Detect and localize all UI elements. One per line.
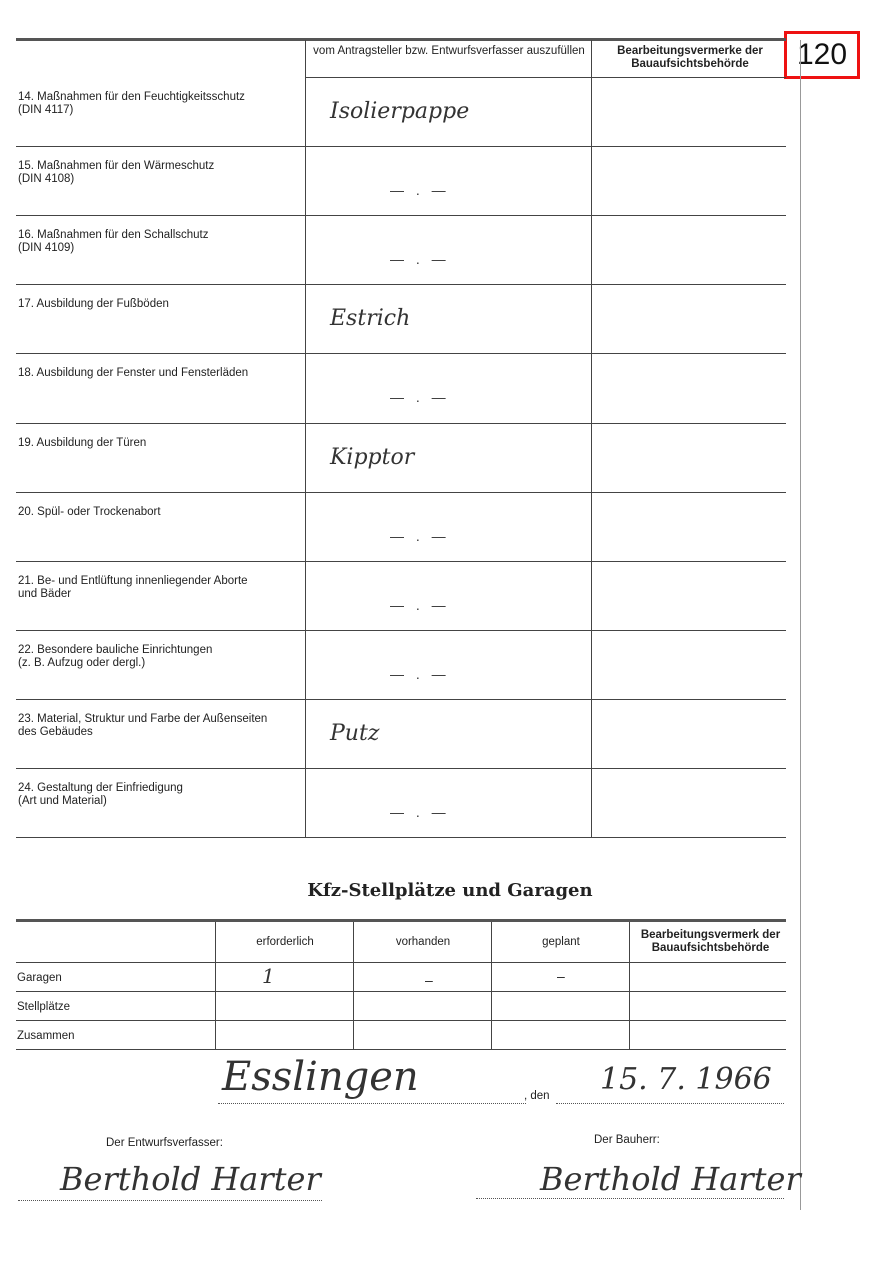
place-handwritten: Esslingen	[222, 1054, 419, 1100]
row-entry-21: — . —	[390, 596, 450, 613]
row-label-18: 18. Ausbildung der Fenster und Fensterläden	[18, 367, 249, 380]
row-entry-18: — . —	[390, 389, 450, 406]
row-label-17: 17. Ausbildung der Fußböden	[18, 298, 169, 311]
garage-table-top-border	[16, 919, 786, 922]
row-entry-24: — . —	[390, 804, 450, 820]
row-divider	[16, 561, 786, 562]
architect-label: Der Entwurfsverfasser:	[106, 1137, 223, 1149]
row-label-19: 19. Ausbildung der Türen	[18, 436, 147, 449]
column-divider-left	[305, 40, 306, 838]
garage-header-bottom	[16, 962, 786, 963]
row-entry-14: Isolierpappe	[330, 99, 470, 124]
row-entry-20: — . —	[390, 527, 450, 544]
row-entry-15: — . —	[390, 182, 450, 199]
row-divider	[16, 492, 786, 493]
row-divider	[16, 284, 786, 285]
architect-signature-line	[18, 1200, 322, 1201]
row-label-14: 14. Maßnahmen für den Feuchtigkeitsschutz (DIN 4117)	[18, 91, 245, 116]
row-divider	[16, 630, 786, 631]
table-top-border	[16, 38, 786, 41]
row-label-16: 16. Maßnahmen für den Schallschutz (DIN 4109)	[18, 229, 209, 255]
garage-col-divider-1	[215, 922, 216, 1050]
row-divider	[16, 699, 786, 700]
garage-col-erforderlich: erforderlich	[256, 936, 314, 948]
owner-label: Der Bauherr:	[594, 1134, 660, 1146]
row-divider	[16, 353, 786, 354]
garage-col-authority: Bearbeitungsvermerk der Bauaufsichtsbehörde	[640, 929, 781, 954]
row-entry-22: — . —	[390, 665, 450, 682]
row-divider	[16, 768, 786, 769]
row-label-21: 21. Be- und Entlüftung innenliegender Aborte und Bäder	[18, 574, 248, 600]
row-divider	[16, 146, 786, 147]
column-divider-right	[591, 40, 592, 838]
garage-erforderlich-value: 1	[262, 964, 275, 988]
garage-col-divider-2	[353, 922, 354, 1050]
date-dotted-line	[556, 1103, 784, 1104]
date-label: , den	[524, 1090, 550, 1102]
garage-col-divider-4	[629, 922, 630, 1050]
garage-row-line-1	[16, 991, 786, 992]
garage-col-divider-3	[491, 922, 492, 1050]
row-label-15: 15. Maßnahmen für den Wärmeschutz (DIN 4108)	[18, 160, 215, 186]
row-divider	[16, 837, 786, 838]
page-number-badge: 120	[784, 31, 860, 79]
row-divider	[16, 423, 786, 424]
row-entry-23: Putz	[330, 720, 380, 746]
garage-row-label-stellplaetze: Stellplätze	[17, 1001, 71, 1013]
garage-geplant-value: –	[557, 968, 565, 984]
row-label-20: 20. Spül- oder Trockenabort	[18, 505, 161, 518]
place-dotted-line	[218, 1103, 526, 1104]
garage-vorhanden-value: –	[425, 972, 433, 988]
owner-signature: Berthold Harter	[540, 1160, 801, 1198]
garage-row-line-2	[16, 1020, 786, 1021]
row-label-22: 22. Besondere bauliche Einrichtungen (z. B. Aufzug oder dergl.)	[18, 643, 213, 669]
page-edge-line	[800, 40, 801, 1210]
date-handwritten: 15. 7. 1966	[600, 1062, 772, 1097]
row-entry-19: Kipptor	[330, 444, 415, 470]
header-bottom-line	[305, 77, 786, 78]
garage-section-title: Kfz-Stellplätze und Garagen	[307, 880, 593, 901]
garage-row-label-garagen: Garagen	[17, 972, 62, 984]
owner-signature-line	[476, 1198, 784, 1199]
header-applicant-column: vom Antragsteller bzw. Entwurfsverfasser auszufüllen	[313, 45, 585, 57]
header-authority-column: Bearbeitungsvermerke der Bauaufsichtsbehörde	[617, 45, 763, 70]
architect-signature: Berthold Harter	[60, 1160, 321, 1198]
row-label-23: 23. Material, Struktur und Farbe der Außenseiten des Gebäudes	[18, 712, 268, 738]
garage-row-label-zusammen: Zusammen	[17, 1030, 75, 1042]
row-entry-16: — . —	[390, 251, 450, 268]
row-divider	[16, 215, 786, 216]
row-label-24: 24. Gestaltung der Einfriedigung (Art und Material)	[18, 782, 183, 807]
garage-col-geplant: geplant	[542, 936, 580, 948]
garage-col-vorhanden: vorhanden	[395, 936, 451, 948]
garage-row-line-3	[16, 1049, 786, 1050]
row-entry-17: Estrich	[330, 306, 411, 332]
